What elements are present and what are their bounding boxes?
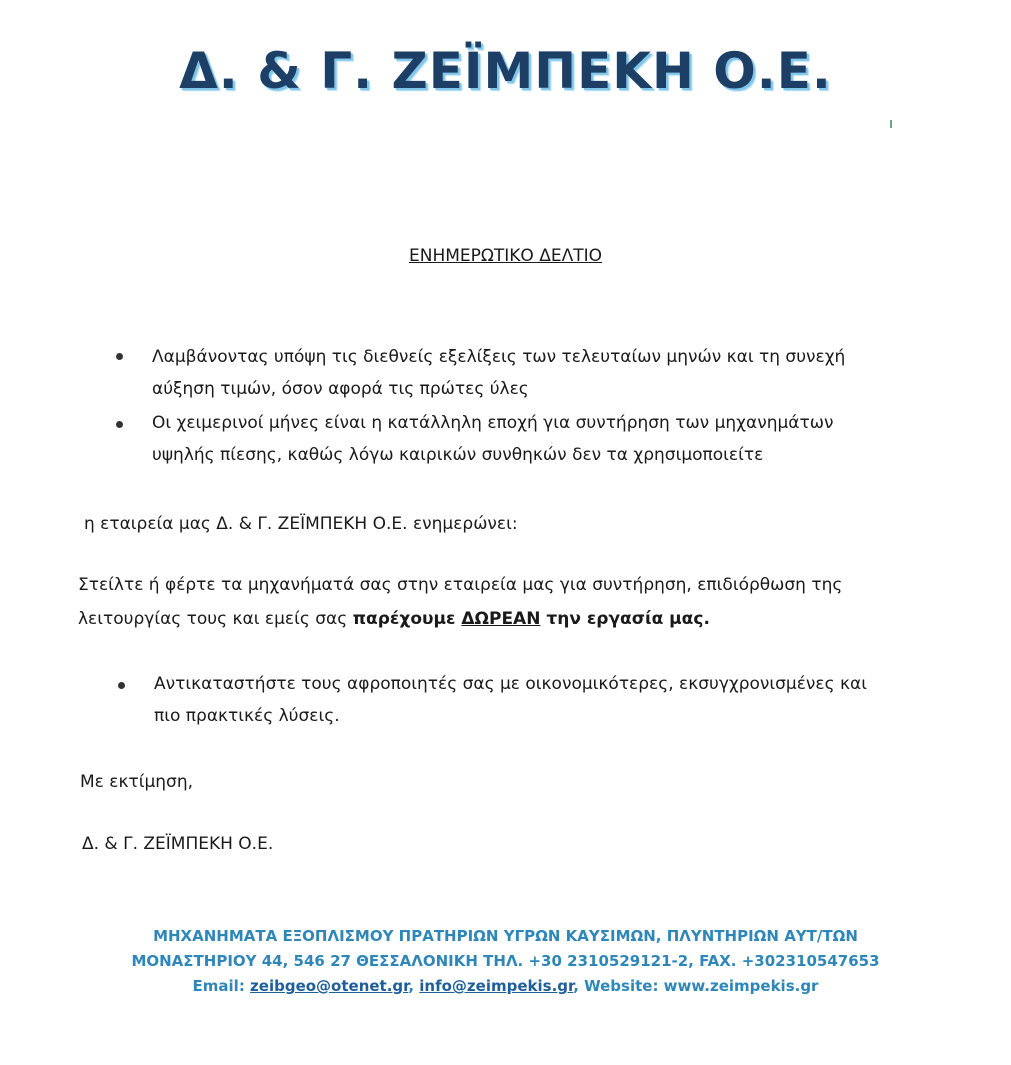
- service-line-2-plain: λειτουργίας τους και εμείς σας: [78, 609, 353, 629]
- scan-mark: [890, 120, 892, 128]
- email-separator: ,: [408, 977, 420, 995]
- email-label: Email:: [192, 977, 251, 995]
- email-link-zeibgeo[interactable]: zeibgeo@otenet.gr: [250, 977, 409, 995]
- website-text: , Website: www.zeimpekis.gr: [573, 977, 819, 995]
- signature-text: Δ. & Γ. ΖΕΪΜΠΕΚΗ Ο.Ε.: [82, 834, 274, 854]
- intro-line: η εταιρεία μας Δ. & Γ. ΖΕΪΜΠΕΚΗ Ο.Ε. ενημερώνει:: [84, 514, 518, 534]
- bullet-item: [154, 668, 867, 732]
- bullet-item: [152, 341, 845, 405]
- bullet-dot: [118, 682, 125, 689]
- bullet-line: υψηλής πίεσης, καθώς λόγω καιρικών συνθηκών δεν τα χρησιμοποιείτε: [152, 445, 764, 465]
- service-free-word: ΔΩΡΕΑΝ: [461, 609, 541, 629]
- footer-contact-line: [0, 977, 1011, 995]
- footer-business-line: ΜΗΧΑΝΗΜΑΤΑ ΕΞΟΠΛΙΣΜΟΥ ΠΡΑΤΗΡΙΩΝ ΥΓΡΩΝ ΚΑΥΣΙΜΩΝ, ΠΛΥΝΤΗΡΙΩΝ ΑΥΤ/ΤΩΝ: [153, 927, 858, 945]
- bullet-item: [152, 407, 833, 471]
- email-link-info[interactable]: info@zeimpekis.gr: [419, 977, 574, 995]
- service-paragraph: [78, 568, 842, 636]
- bullet-line: Οι χειμερινοί μήνες είναι η κατάλληλη εποχή για συντήρηση των μηχανημάτων: [152, 413, 834, 433]
- bullet-line: αύξηση τιμών, όσον αφορά τις πρώτες ύλες: [152, 379, 529, 399]
- document-title: ΕΝΗΜΕΡΩΤΙΚΟ ΔΕΛΤΙΟ: [408, 246, 602, 266]
- footer-address-line: ΜΟΝΑΣΤΗΡΙΟΥ 44, 546 27 ΘΕΣΣΑΛΟΝΙΚΗ ΤΗΛ. +30 2310529121-2, FAX. +302310547653: [131, 952, 880, 970]
- bullet-line: πιο πρακτικές λύσεις.: [154, 706, 340, 726]
- bullet-dot: [116, 421, 123, 428]
- bullet-dot: [116, 353, 123, 360]
- company-name-header: Δ. & Γ. ΖΕΪΜΠΕΚΗ Ο.Ε.: [179, 42, 832, 100]
- service-line-1: Στείλτε ή φέρτε τα μηχανήματά σας στην εταιρεία μας για συντήρηση, επιδιόρθωση της: [78, 575, 843, 595]
- bullet-line: Αντικαταστήστε τους αφροποιητές σας με οικονομικότερες, εκσυγχρονισμένες και: [154, 674, 867, 694]
- service-free-b: την εργασία μας.: [540, 609, 710, 629]
- closing-text: Με εκτίμηση,: [80, 772, 193, 792]
- service-free-a: παρέχουμε: [352, 609, 462, 629]
- service-line-2: [78, 602, 842, 636]
- bullet-line: Λαμβάνοντας υπόψη τις διεθνείς εξελίξεις των τελευταίων μηνών και τη συνεχή: [152, 347, 846, 367]
